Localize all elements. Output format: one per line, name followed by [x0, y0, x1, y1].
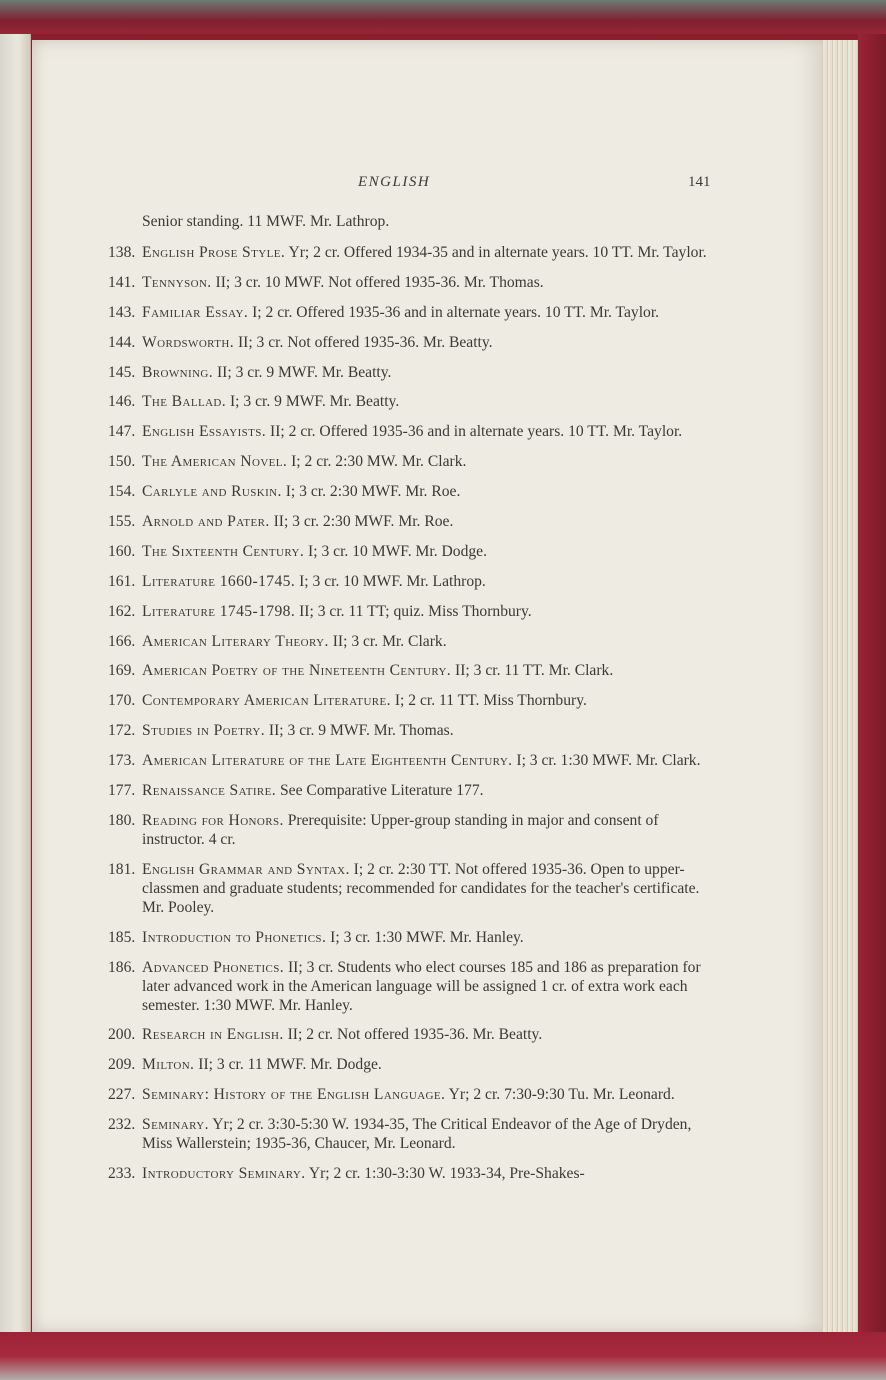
course-number: 233. [108, 1165, 136, 1183]
course-number: 147. [108, 423, 136, 441]
book-cover-top [0, 0, 886, 34]
course-entry [108, 363, 713, 382]
course-details: II; 3 cr. 11 TT; quiz. Miss Thornbury. [299, 602, 532, 620]
course-details: I; 3 cr. 2:30 MWF. Mr. Roe. [285, 483, 461, 501]
course-entry [108, 691, 713, 710]
course-number: 166. [108, 632, 136, 650]
course-details: I; 3 cr. 10 MWF. Mr. Dodge. [308, 542, 487, 560]
course-number: 141. [108, 273, 136, 291]
course-title: Reading for Honors. [142, 811, 284, 829]
course-entry [108, 632, 713, 651]
course-entry [108, 1164, 713, 1183]
course-details: II; 2 cr. Not offered 1935-36. Mr. Beatty. [287, 1026, 543, 1044]
book-cover-right [858, 34, 886, 1334]
course-list [108, 212, 713, 1194]
course-details: II; 3 cr. 11 TT. Mr. Clark. [455, 662, 614, 680]
course-entry [108, 303, 713, 322]
course-entry [108, 482, 713, 501]
course-details: Yr; 2 cr. 1:30-3:30 W. 1933-34, Pre-Shakes- [308, 1165, 585, 1183]
course-number: 146. [108, 393, 136, 411]
course-number: 170. [108, 692, 136, 710]
course-title: American Literature of the Late Eighteenth Century. [142, 752, 513, 770]
course-details: II; 2 cr. Offered 1935-36 and in alternate years. 10 TT. Mr. Taylor. [270, 423, 683, 441]
course-details: II; 3 cr. 11 MWF. Mr. Dodge. [198, 1056, 382, 1074]
course-entry [108, 811, 713, 849]
course-number: 144. [108, 333, 136, 351]
course-details: I; 3 cr. 1:30 MWF. Mr. Clark. [516, 752, 701, 770]
course-number: 143. [108, 303, 136, 321]
course-title: Familiar Essay. [142, 303, 249, 321]
course-title: Renaissance Satire. [142, 782, 277, 800]
course-entry [108, 273, 713, 292]
course-title: Milton. [142, 1056, 195, 1074]
course-entries [108, 243, 713, 1183]
course-details: II; 3 cr. Students who elect courses 185 and 186 as preparation for later advanced work in the American language will be assigned 1 cr. of extra work each semester. 1:30 MWF. Mr. Hanley. [142, 958, 701, 1014]
running-head [32, 174, 822, 196]
course-entry [108, 721, 713, 740]
course-number: 154. [108, 483, 136, 501]
course-number: 177. [108, 782, 136, 800]
course-title: Carlyle and Ruskin. [142, 483, 282, 501]
course-entry [108, 512, 713, 531]
course-number: 155. [108, 513, 136, 531]
course-number: 180. [108, 811, 136, 829]
course-entry [108, 1025, 713, 1044]
course-title: English Essayists. [142, 423, 267, 441]
course-title: Introductory Seminary. [142, 1165, 306, 1183]
course-details: II; 3 cr. 2:30 MWF. Mr. Roe. [273, 513, 454, 531]
course-number: 173. [108, 752, 136, 770]
course-details: II; 3 cr. Mr. Clark. [332, 632, 447, 650]
course-details: II; 3 cr. 10 MWF. Not offered 1935-36. Mr. Thomas. [215, 273, 544, 291]
course-number: 160. [108, 542, 136, 560]
course-title: Seminary: History of the English Language. [142, 1086, 446, 1104]
course-entry [108, 422, 713, 441]
course-entry [108, 602, 713, 621]
course-number: 138. [108, 244, 136, 261]
course-title: Arnold and Pater. [142, 513, 270, 531]
course-number: 172. [108, 722, 136, 740]
course-details: Yr; 2 cr. Offered 1934-35 and in alternate years. 10 TT. Mr. Taylor. [288, 244, 707, 261]
course-entry [108, 860, 713, 917]
page-number: 141 [688, 174, 711, 190]
course-entry [108, 333, 713, 352]
course-details: I; 2 cr. 2:30 MW. Mr. Clark. [291, 453, 467, 471]
course-title: Introduction to Phonetics. [142, 928, 327, 946]
course-title: English Prose Style. [142, 244, 286, 261]
course-entry [108, 928, 713, 947]
course-number: 185. [108, 928, 136, 946]
course-details: See Comparative Literature 177. [280, 782, 484, 800]
course-entry [108, 1055, 713, 1074]
course-details: II; 3 cr. 9 MWF. Mr. Beatty. [216, 363, 392, 381]
book-page [32, 40, 822, 1332]
continuation-text: Senior standing. 11 MWF. Mr. Lathrop. [142, 213, 390, 230]
course-details: I; 3 cr. 1:30 MWF. Mr. Hanley. [330, 928, 524, 946]
course-title: Wordsworth. [142, 333, 235, 351]
running-head-title: ENGLISH [358, 174, 431, 190]
course-details: II; 3 cr. Not offered 1935-36. Mr. Beatty. [237, 333, 493, 351]
page-block-edges [820, 40, 862, 1334]
course-title: Research in English. [142, 1026, 284, 1044]
course-number: 232. [108, 1116, 136, 1134]
course-title: Literature 1745-1798. [142, 602, 296, 620]
course-entry [108, 572, 713, 591]
course-title: Advanced Phonetics. [142, 958, 285, 976]
course-number: 161. [108, 572, 136, 590]
course-title: English Grammar and Syntax. [142, 860, 350, 878]
course-details: I; 2 cr. 11 TT. Miss Thornbury. [394, 692, 587, 710]
course-title: The Sixteenth Century. [142, 542, 305, 560]
course-entry [108, 392, 713, 411]
book-cover-bottom [0, 1332, 886, 1380]
course-entry [108, 781, 713, 800]
course-number: 200. [108, 1026, 136, 1044]
course-entry [108, 542, 713, 561]
course-title: The American Novel. [142, 453, 288, 471]
course-details: I; 3 cr. 9 MWF. Mr. Beatty. [229, 393, 400, 411]
course-entry [108, 1115, 713, 1153]
course-number: 227. [108, 1086, 136, 1104]
course-title: Seminary. [142, 1116, 209, 1134]
course-number: 186. [108, 958, 136, 976]
course-number: 162. [108, 602, 136, 620]
course-title: Studies in Poetry. [142, 722, 266, 740]
course-title: Literature 1660-1745. [142, 572, 296, 590]
course-number: 209. [108, 1056, 136, 1074]
course-details: I; 2 cr. Offered 1935-36 and in alternate years. 10 TT. Mr. Taylor. [252, 303, 660, 321]
course-details: I; 3 cr. 10 MWF. Mr. Lathrop. [299, 572, 486, 590]
course-details: Yr; 2 cr. 7:30-9:30 Tu. Mr. Leonard. [448, 1086, 675, 1104]
course-title: Tennyson. [142, 273, 212, 291]
course-entry [108, 661, 713, 680]
course-title: American Literary Theory. [142, 632, 329, 650]
course-number: 181. [108, 860, 136, 878]
course-details: I; 2 cr. 2:30 TT. Not offered 1935-36. Open to upper-classmen and graduate students; recommended for candidates for the teacher's certificate. Mr. Pooley. [142, 860, 700, 916]
course-title: American Poetry of the Nineteenth Century. [142, 662, 452, 680]
course-title: The Ballad. [142, 393, 227, 411]
course-entry [108, 243, 713, 262]
course-number: 145. [108, 363, 136, 381]
course-details: Yr; 2 cr. 3:30-5:30 W. 1934-35, The Critical Endeavor of the Age of Dryden, Miss Wallerstein; 1935-36, Chaucer, Mr. Leonard. [142, 1116, 692, 1153]
course-entry [108, 1085, 713, 1104]
facing-page-edge [0, 34, 31, 1334]
course-number: 169. [108, 662, 136, 680]
course-entry [108, 452, 713, 471]
course-title: Contemporary American Literature. [142, 692, 391, 710]
course-title: Browning. [142, 363, 214, 381]
course-details: II; 3 cr. 9 MWF. Mr. Thomas. [268, 722, 454, 740]
course-entry [108, 751, 713, 770]
course-entry [108, 958, 713, 1015]
course-details: Prerequisite: Upper-group standing in major and consent of instructor. 4 cr. [142, 811, 659, 848]
course-number: 150. [108, 453, 136, 471]
